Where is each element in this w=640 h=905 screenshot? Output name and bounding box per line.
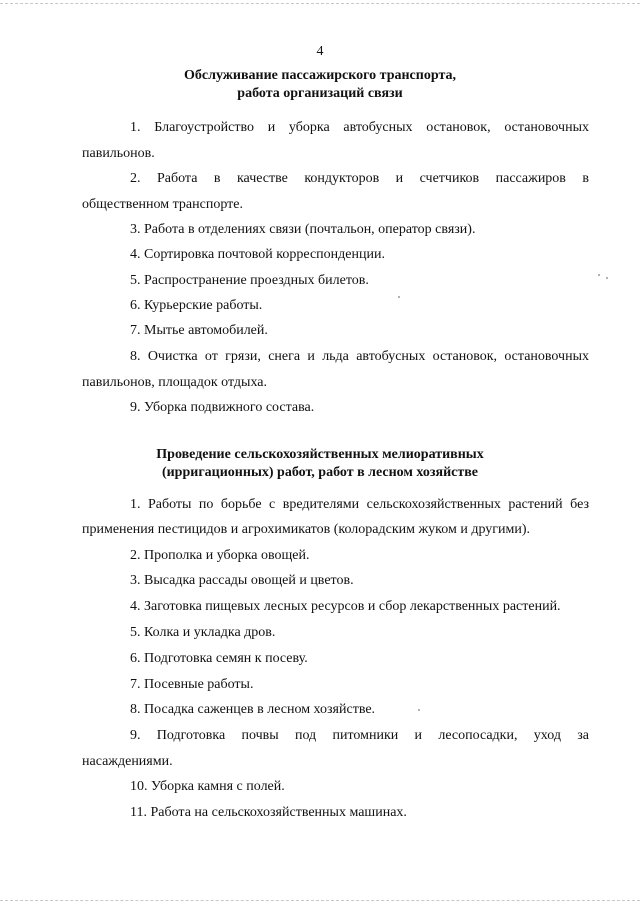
page-number: 4 [316,44,324,59]
scan-speck [606,277,608,279]
list-item-text: 7. Мытье автомобилей. [130,323,268,338]
list-item-text: 2. Прополка и уборка овощей. [130,548,310,563]
list-item-text: 10. Уборка камня с полей. [130,779,285,794]
list-item-text: 5. Колка и укладка дров. [130,625,276,640]
list-item-text: 8. Посадка саженцев в лесном хозяйстве. [130,702,376,717]
list-item-text: насаждениями. [82,754,173,769]
scan-speck [418,709,420,711]
list-item-text: 3. Работа в отделениях связи (почтальон, оператор связи). [130,222,476,237]
section-heading-line: Обслуживание пассажирского транспорта, [183,68,456,83]
list-item-text: 1. Благоустройство и уборка автобусных остановок, остановочных [130,120,589,135]
list-item-text: общественном транспорте. [82,197,243,212]
scan-speck [598,274,600,276]
scan-edge-top [0,3,640,4]
list-item-text: павильонов, площадок отдыха. [82,375,267,390]
list-item-text: 7. Посевные работы. [130,677,254,692]
list-item-text: 4. Сортировка почтовой корреспонденции. [130,247,385,262]
list-item-text: 9. Подготовка почвы под питомники и лесопосадки, уход за [130,728,589,743]
list-item-text: 8. Очистка от грязи, снега и льда автобусных остановок, остановочных [130,349,589,364]
list-item-text: 1. Работы по борьбе с вредителями сельскохозяйственных растений без [130,497,589,512]
section-heading-line: работа организаций связи [237,86,403,101]
list-item-text: 2. Работа в качестве кондукторов и счетчиков пассажиров в [130,171,589,186]
list-item-text: 6. Курьерские работы. [130,298,263,313]
section-heading-line: (ирригационных) работ, работ в лесном хозяйстве [161,465,479,480]
section-heading-transport [0,67,640,103]
list-item-text: 9. Уборка подвижного состава. [130,400,315,415]
section-heading-line: Проведение сельскохозяйственных мелиоративных [156,447,484,462]
scan-edge-bottom [0,900,640,901]
list-item-text: павильонов. [82,146,155,161]
list-item-text: применения пестицидов и агрохимикатов (колорадским жуком и другими). [82,522,531,537]
list-item-text: 3. Высадка рассады овощей и цветов. [130,573,354,588]
list-item-text: 6. Подготовка семян к посеву. [130,651,308,666]
list-item-text: 4. Заготовка пищевых лесных ресурсов и сбор лекарственных растений. [130,599,561,614]
scan-speck [398,296,400,298]
section-heading-agriculture [0,446,640,482]
list-item-text: 11. Работа на сельскохозяйственных машинах. [130,805,407,820]
list-item-text: 5. Распространение проездных билетов. [130,273,369,288]
